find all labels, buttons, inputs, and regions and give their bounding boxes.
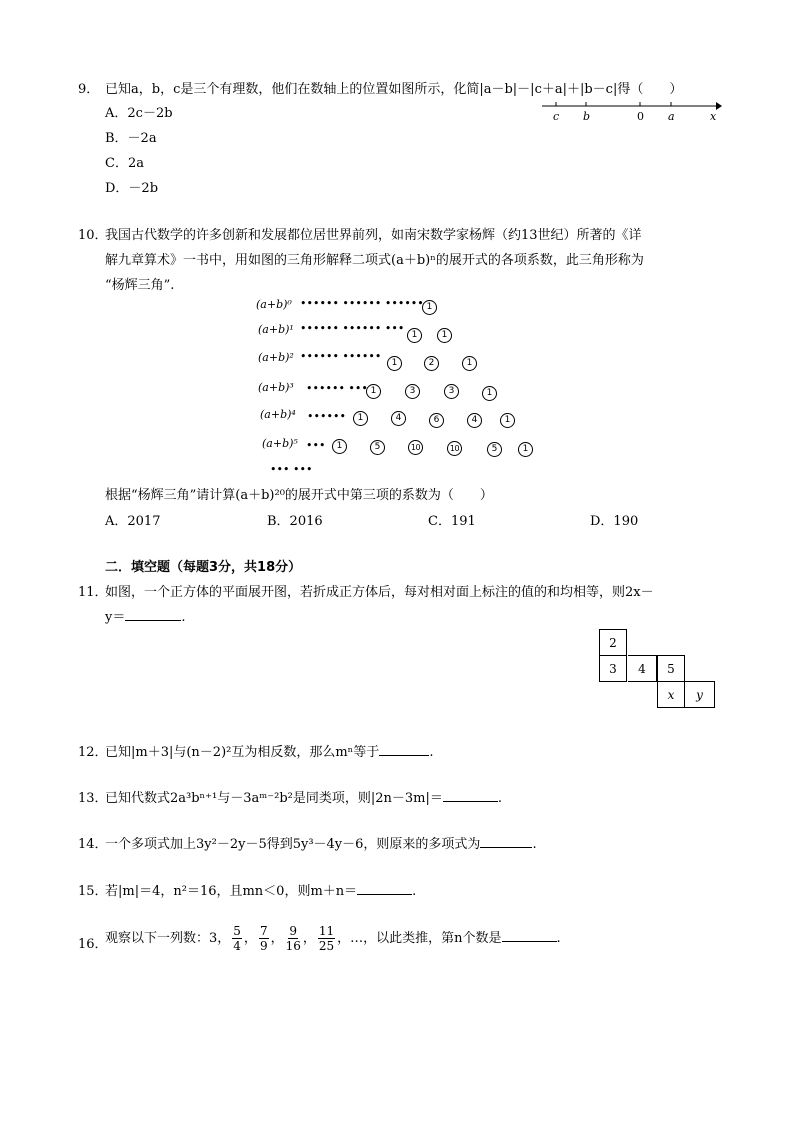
tri-coef: 2 xyxy=(424,356,439,371)
q12-text: 已知|m＋3|与(n－2)²互为相反数，那么mⁿ等于 xyxy=(105,745,380,760)
q9-option-b: B．－2a xyxy=(105,131,157,146)
q10-option-b: B．2016 xyxy=(267,514,323,529)
tri-coef: 1 xyxy=(422,300,437,315)
tri-row-dots: •••••• •••••• ••• xyxy=(300,322,405,335)
fraction xyxy=(232,924,242,953)
tri-row-label: (a+b)⁴ xyxy=(260,408,296,421)
q10-option-c: C．191 xyxy=(428,514,476,529)
net-face: 3 xyxy=(599,655,627,682)
q12-line xyxy=(105,741,433,760)
fraction-numerator: 9 xyxy=(289,924,298,938)
answer-blank[interactable] xyxy=(125,608,181,621)
tri-coef: 10 xyxy=(447,441,462,456)
fraction-denominator: 4 xyxy=(233,939,241,953)
q11-end: . xyxy=(181,610,186,625)
q15-line xyxy=(105,880,416,899)
tri-coef: 4 xyxy=(467,413,482,428)
tri-row-label: (a+b)¹ xyxy=(258,323,294,336)
q14-text: 一个多项式加上3y²－2y－5得到5y³－4y－6，则原来的多项式为 xyxy=(105,837,481,852)
q14-line xyxy=(105,833,537,852)
q13-line xyxy=(105,787,502,806)
tri-coef: 1 xyxy=(332,439,347,454)
q16-line: 观察以下一列数：3， $\frac{5}{4}$ ， $\frac{7}{9}$ ， $\frac{9}{16}$ ， $\frac{11}{25}$ ，…，以此类推，第n个数是 . xyxy=(105,924,561,953)
q10-question: 根据“杨辉三角”请计算(a＋b)²⁰的展开式中第三项的系数为（ ） xyxy=(105,488,493,503)
q15-text: 若|m|＝4，n²＝16，且mn＜0，则m＋n＝ xyxy=(105,884,358,899)
q15-number: 15． xyxy=(78,884,108,899)
tri-coef: 1 xyxy=(353,411,368,426)
section-title: 二．填空题（每题3分，共18分） xyxy=(105,560,302,575)
q10-option-a: A．2017 xyxy=(105,514,161,529)
q12-end: . xyxy=(429,745,434,760)
tri-coef: 10 xyxy=(408,440,423,455)
fraction xyxy=(318,924,335,953)
q15-end: . xyxy=(412,884,417,899)
tri-row-dots: •••••• xyxy=(307,410,346,423)
q14-end: . xyxy=(532,837,537,852)
q16-number: 16． xyxy=(78,937,108,952)
answer-blank[interactable] xyxy=(357,882,412,895)
tri-coef: 1 xyxy=(437,328,452,343)
answer-blank[interactable] xyxy=(379,743,429,756)
tri-coef: 3 xyxy=(444,384,459,399)
q9-option-a: A．2c－2b xyxy=(105,106,173,121)
tri-row-label: (a+b)² xyxy=(258,351,294,364)
q9-stem: 已知a，b，c是三个有理数，他们在数轴上的位置如图所示，化简|a－b|－|c＋a|＋|b－c|得（ ） xyxy=(105,82,683,97)
q12-number: 12． xyxy=(78,745,108,760)
q13-number: 13． xyxy=(78,791,108,806)
answer-blank[interactable] xyxy=(502,929,557,942)
tri-row-label: (a+b)⁵ xyxy=(262,437,298,450)
q11-number: 11． xyxy=(78,585,108,600)
tri-row-dots: •••••• ••• xyxy=(306,382,368,395)
q10-number: 10． xyxy=(78,228,108,243)
axis-label-x: x xyxy=(710,110,717,123)
q10-line1: 我国古代数学的许多创新和发展都位居世界前列，如南宋数学家杨辉（约13世纪）所著的《详 xyxy=(105,228,642,243)
tri-coef: 1 xyxy=(387,356,402,371)
q16-end: . xyxy=(556,931,561,946)
tri-row-label: (a+b)³ xyxy=(258,381,294,394)
tri-row-label: (a+b)⁰ xyxy=(256,298,292,311)
fraction-numerator: 11 xyxy=(318,924,335,938)
q9-option-d: D．－2b xyxy=(105,181,159,196)
fraction xyxy=(286,924,301,953)
tri-coef: 1 xyxy=(518,442,533,457)
axis-label-a: a xyxy=(668,110,675,123)
fraction-numerator: 7 xyxy=(259,924,268,938)
tri-row-dots: ••• xyxy=(306,439,326,452)
fraction-denominator: 25 xyxy=(318,939,335,953)
q13-end: . xyxy=(497,791,502,806)
axis-label-b: b xyxy=(583,110,591,123)
q9-option-c: C．2a xyxy=(105,156,144,171)
answer-blank[interactable] xyxy=(443,789,498,802)
tri-coef: 1 xyxy=(500,413,515,428)
tri-coef: 3 xyxy=(405,384,420,399)
axis-label-c: c xyxy=(553,110,560,123)
fraction-denominator: 9 xyxy=(259,939,268,953)
tri-coef: 5 xyxy=(487,442,502,457)
q14-number: 14． xyxy=(78,837,108,852)
axis-label-0: 0 xyxy=(637,110,644,123)
tri-coef: 5 xyxy=(370,440,385,455)
q10-line3: “杨辉三角”. xyxy=(105,278,175,293)
tri-coef: 4 xyxy=(391,411,406,426)
tri-coef: 1 xyxy=(482,386,497,401)
q11-line2 xyxy=(105,606,186,625)
fraction xyxy=(259,924,269,953)
net-face: 4 xyxy=(628,655,657,682)
tri-trailing-dots: ••• ••• xyxy=(270,463,313,476)
net-face: 5 xyxy=(657,655,685,682)
tri-coef: 1 xyxy=(366,384,381,399)
tri-coef: 1 xyxy=(462,356,477,371)
q10-line2: 解九章算术》一书中，用如图的三角形解释二项式(a＋b)ⁿ的展开式的各项系数，此三角形称为 xyxy=(105,253,644,268)
tri-row-dots: •••••• •••••• xyxy=(300,350,382,363)
tri-row-dots: •••••• •••••• •••••• xyxy=(300,297,424,310)
answer-blank[interactable] xyxy=(480,835,532,848)
q11-line1: 如图，一个正方体的平面展开图，若折成正方体后，每对相对面上标注的值的和均相等，则2x－ xyxy=(105,585,654,600)
q9-number: 9． xyxy=(78,82,100,97)
q16-lead: 观察以下一列数：3， xyxy=(105,931,231,946)
tri-coef: 6 xyxy=(429,413,444,428)
q9-number-line xyxy=(538,96,722,124)
q16-tail: ，…，以此类推，第n个数是 xyxy=(337,931,502,946)
net-face: 2 xyxy=(599,629,627,656)
q11-line2-text: y＝ xyxy=(105,610,126,625)
q13-text: 已知代数式2a³bⁿ⁺¹与－3aᵐ⁻²b²是同类项，则|2n－3m|＝ xyxy=(105,791,443,806)
net-face: y xyxy=(684,681,715,708)
q10-option-d: D．190 xyxy=(590,514,639,529)
fraction-numerator: 5 xyxy=(233,924,241,938)
tri-coef: 1 xyxy=(407,328,422,343)
fraction-denominator: 16 xyxy=(285,939,301,953)
net-face: x xyxy=(657,681,685,708)
